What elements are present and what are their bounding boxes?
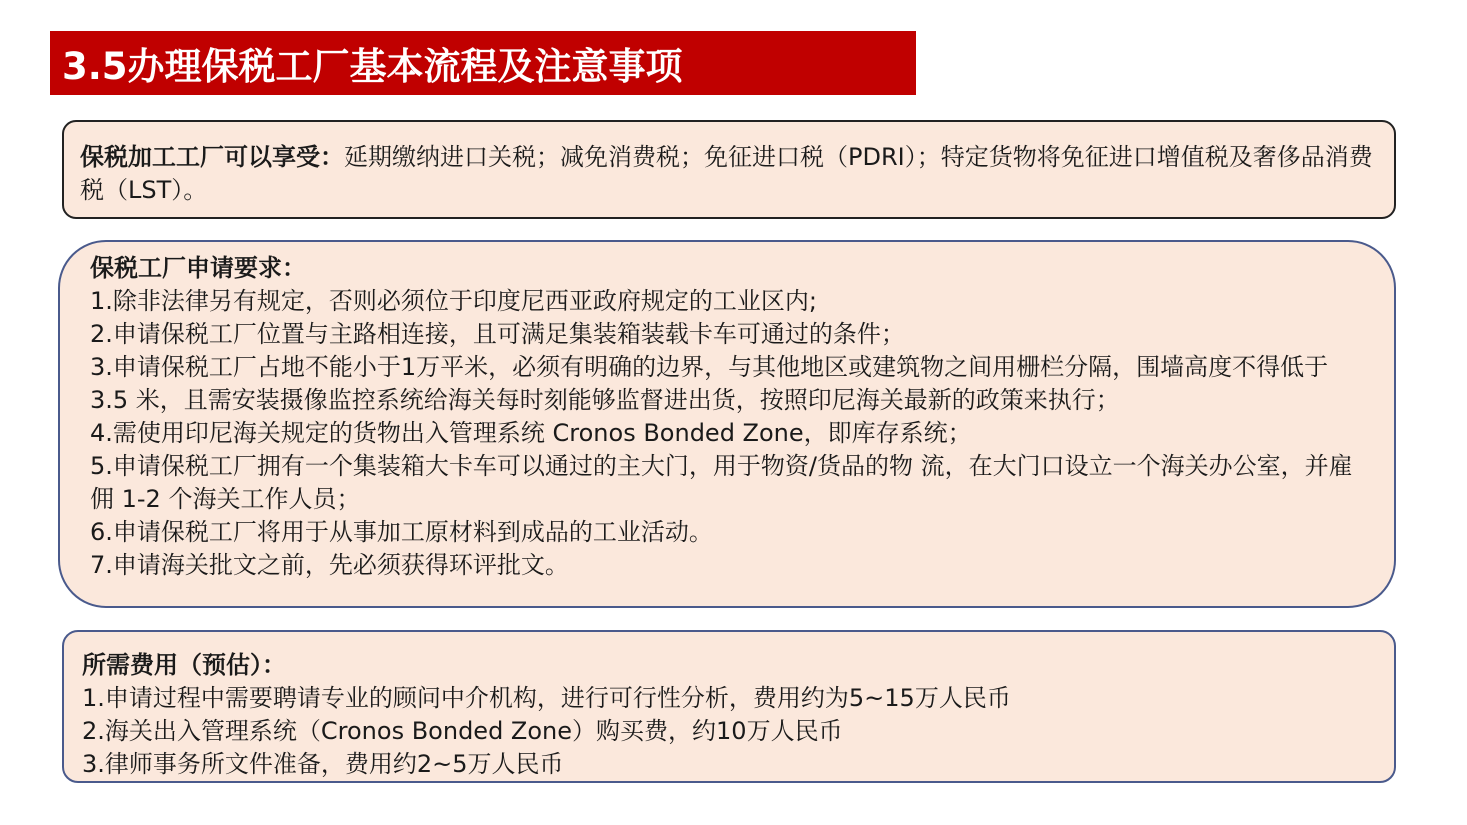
requirement-item: 5.申请保税工厂拥有一个集装箱大卡车可以通过的主大门，用于物资/货品的物 流，在大门口设立一个海关办公室，并雇佣 1-2 个海关工作人员； bbox=[90, 452, 1353, 513]
cost-item: 2.海关出入管理系统（Cronos Bonded Zone）购买费，约10万人民币 bbox=[82, 717, 843, 745]
benefits-paragraph bbox=[80, 141, 1378, 207]
costs-heading: 所需费用（预估）： bbox=[82, 651, 286, 679]
page-title: 3.5办理保税工厂基本流程及注意事项 bbox=[62, 45, 683, 88]
requirement-item: 6.申请保税工厂将用于从事加工原材料到成品的工业活动。 bbox=[90, 518, 713, 546]
requirements-box bbox=[58, 240, 1396, 608]
requirement-item: 7.申请海关批文之前，先必须获得环评批文。 bbox=[90, 551, 569, 579]
cost-item: 3.律师事务所文件准备，费用约2~5万人民币 bbox=[82, 750, 564, 778]
title-bar bbox=[50, 31, 916, 95]
requirement-item: 2.申请保税工厂位置与主路相连接，且可满足集装箱装载卡车可通过的条件； bbox=[90, 320, 905, 348]
requirement-item: 4.需使用印尼海关规定的货物出入管理系统 Cronos Bonded Zone，即库存系统； bbox=[90, 419, 972, 447]
benefits-text: 延期缴纳进口关税；减免消费税；免征进口税（PDRI）；特定货物将免征进口增值税及奢侈品消费税（LST）。 bbox=[80, 143, 1373, 204]
requirements-heading: 保税工厂申请要求： bbox=[90, 254, 306, 282]
benefits-box bbox=[62, 120, 1396, 219]
costs-box bbox=[62, 630, 1396, 783]
requirement-item: 3.申请保税工厂占地不能小于1万平米，必须有明确的边界，与其他地区或建筑物之间用栅栏分隔，围墙高度不得低于 3.5 米，且需安装摄像监控系统给海关每时刻能够监督进出货，按照印尼海关最新的政策来执行； bbox=[90, 353, 1329, 414]
requirement-item: 1.除非法律另有规定，否则必须位于印度尼西亚政府规定的工业区内; bbox=[90, 287, 817, 315]
cost-item: 1.申请过程中需要聘请专业的顾问中介机构，进行可行性分析，费用约为5~15万人民币 bbox=[82, 684, 1011, 712]
benefits-heading: 保税加工工厂可以享受： bbox=[80, 143, 344, 171]
